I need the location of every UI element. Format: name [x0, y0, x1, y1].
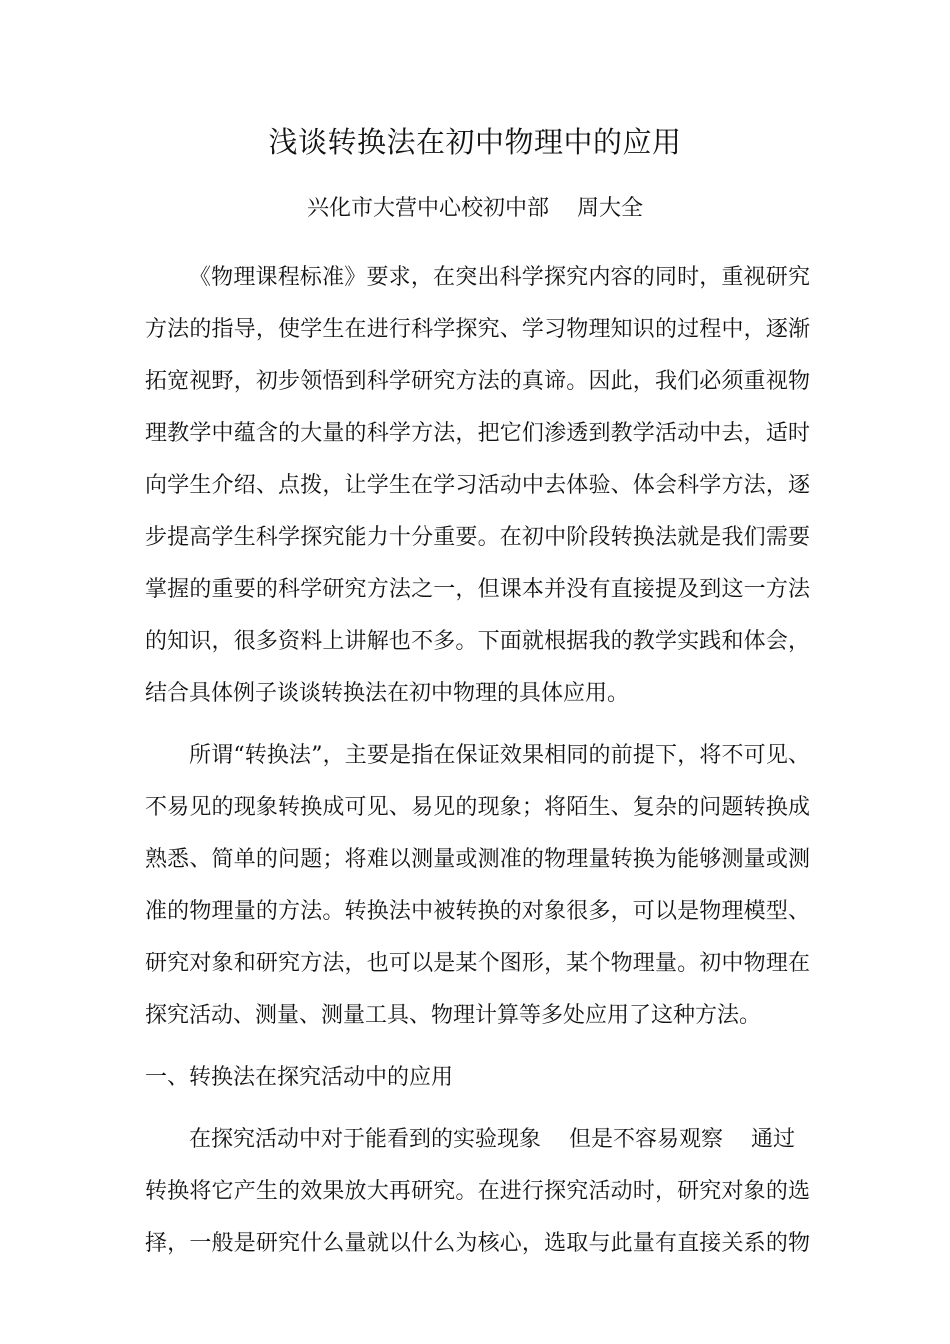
- paragraph-line: 《物理课程标准》要求，在突出科学探究内容的同时，重视研究: [189, 265, 810, 290]
- paragraph-line: 熟悉、简单的问题；将难以测量或测准的物理量转换为能够测量或测: [145, 847, 810, 872]
- paragraph-line: 理教学中蕴含的大量的科学方法，把它们渗透到教学活动中去，适时: [145, 421, 810, 446]
- paragraph-2: [145, 730, 810, 1042]
- paragraph-gap: [145, 720, 810, 730]
- section-heading: 一、转换法在探究活动中的应用: [145, 1065, 454, 1090]
- paragraph-line: 拓宽视野，初步领悟到科学研究方法的真谛。因此，我们必须重视物: [145, 369, 810, 394]
- paragraph-line: 不易见的现象转换成可见、易见的现象；将陌生、复杂的问题转换成: [145, 795, 810, 820]
- paragraph-line: 向学生介绍、点拨，让学生在学习活动中去体验、体会科学方法，逐: [145, 473, 810, 498]
- paragraph-line: 探究活动、测量、测量工具、物理计算等多处应用了这种方法。: [145, 1003, 762, 1028]
- paragraph-line: 研究对象和研究方法，也可以是某个图形，某个物理量。初中物理在: [145, 951, 810, 976]
- paragraph-line: 在探究活动中对于能看到的实验现象 但是不容易观察 通过: [189, 1127, 795, 1152]
- paragraph-gap: [145, 1104, 810, 1114]
- paragraph-line: 掌握的重要的科学研究方法之一，但课本并没有直接提及到这一方法: [145, 577, 810, 602]
- document-author: 兴化市大营中心校初中部 周大全: [307, 196, 643, 221]
- paragraph-line: 步提高学生科学探究能力十分重要。在初中阶段转换法就是我们需要: [145, 525, 810, 550]
- paragraph-line: 择，一般是研究什么量就以什么为核心，选取与此量有直接关系的物: [145, 1231, 810, 1256]
- paragraph-line: 结合具体例子谈谈转换法在初中物理的具体应用。: [145, 681, 630, 706]
- paragraph-gap: [145, 1042, 810, 1052]
- paragraph-line: 转换将它产生的效果放大再研究。在进行探究活动时，研究对象的选: [145, 1179, 810, 1204]
- paragraph-line: 准的物理量的方法。转换法中被转换的对象很多，可以是物理模型、: [145, 899, 810, 924]
- paragraph-line: 方法的指导，使学生在进行科学探究、学习物理知识的过程中，逐渐: [145, 317, 810, 342]
- paragraph-line: 所谓“转换法”，主要是指在保证效果相同的前提下，将不可见、: [189, 743, 810, 768]
- document-title: 浅谈转换法在初中物理中的应用: [268, 125, 682, 159]
- paragraph-line: 的知识，很多资料上讲解也不多。下面就根据我的教学实践和体会，: [145, 629, 810, 654]
- paragraph-3: [145, 1114, 810, 1270]
- paragraph-1: [145, 252, 810, 720]
- document-body: [145, 252, 810, 1270]
